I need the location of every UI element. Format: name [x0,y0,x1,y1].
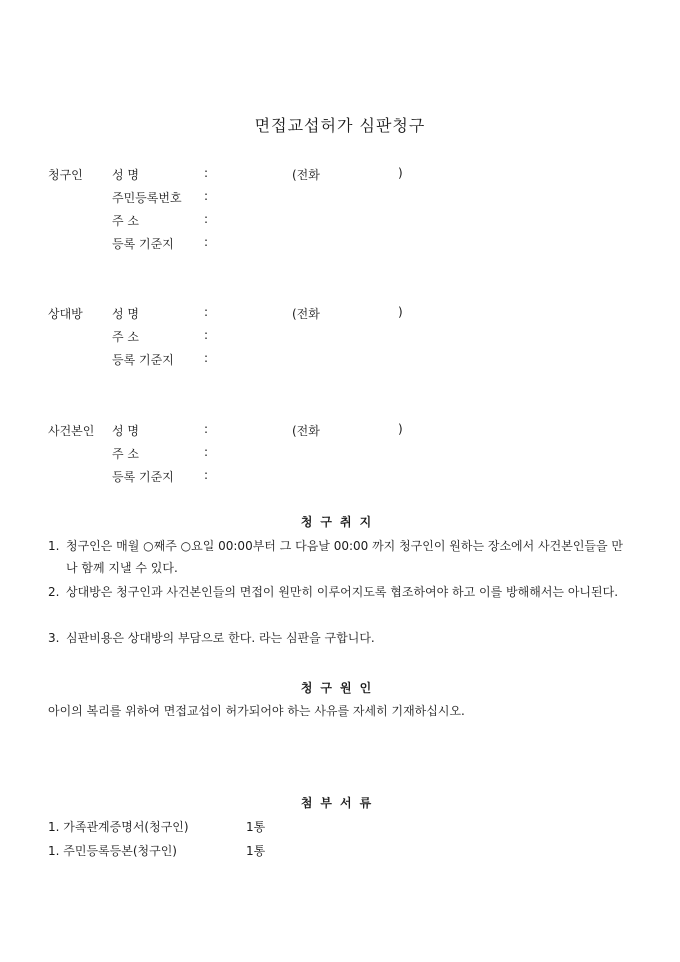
item-text: 청구인은 매월 ○째주 ○요일 00:00부터 그 다음날 00:00 까지 청구인이 원하는 장소에서 사건본인들을 만나 함께 지낼 수 있다. [66,539,624,575]
field-label: 주 소 [112,214,139,228]
colon: : [204,351,209,365]
attachment-item [48,818,266,835]
cause-heading: 청구원인 [300,681,380,695]
field-label: 주 소 [112,330,139,344]
party-label: 사건본인 [48,424,95,438]
item-number: 1. [48,820,60,834]
field-label: 성 명 [112,424,139,438]
party-label: 청구인 [48,168,83,182]
attachments-heading: 첨부서류 [300,796,380,810]
colon: : [204,305,209,319]
item-text: 상대방은 청구인과 사건본인들의 면접이 원만히 이루어지도록 협조하여야 하고 이를 방해해서는 아니된다. [66,585,619,599]
colon: : [204,422,209,436]
purpose-item [48,535,632,579]
item-number: 2. [48,585,60,599]
purpose-item [48,581,632,603]
attachment-item [48,842,266,859]
field-label: 성 명 [112,307,139,321]
phone-label: (전화 [292,168,320,182]
colon: : [204,212,209,226]
colon: : [204,445,209,459]
phone-label: (전화 [292,307,320,321]
party-label: 상대방 [48,307,83,321]
attachment-qty: 1통 [246,820,266,834]
field-label: 주 소 [112,447,139,461]
item-number: 1. [48,844,60,858]
field-label: 등록 기준지 [112,237,174,251]
colon: : [204,328,209,342]
attachment-qty: 1통 [246,844,266,858]
phone-close: ) [398,166,403,180]
cause-text: 아이의 복리를 위하여 면접교섭이 허가되어야 하는 사유를 자세히 기재하십시오. [48,704,465,718]
field-label: 등록 기준지 [112,353,174,367]
colon: : [204,189,209,203]
page-title: 면접교섭허가 심판청구 [254,116,426,135]
colon: : [204,235,209,249]
colon: : [204,468,209,482]
item-number: 3. [48,631,60,645]
phone-label: (전화 [292,424,320,438]
attachment-name: 가족관계증명서(청구인) [63,820,189,834]
purpose-item [48,627,632,649]
phone-close: ) [398,422,403,436]
purpose-heading: 청구취지 [300,515,380,529]
field-label: 등록 기준지 [112,470,174,484]
colon: : [204,166,209,180]
field-label: 주민등록번호 [112,191,182,205]
item-number: 1. [48,539,60,553]
phone-close: ) [398,305,403,319]
attachment-name: 주민등록등본(청구인) [63,844,177,858]
item-text: 심판비용은 상대방의 부담으로 한다. 라는 심판을 구합니다. [66,631,375,645]
field-label: 성 명 [112,168,139,182]
